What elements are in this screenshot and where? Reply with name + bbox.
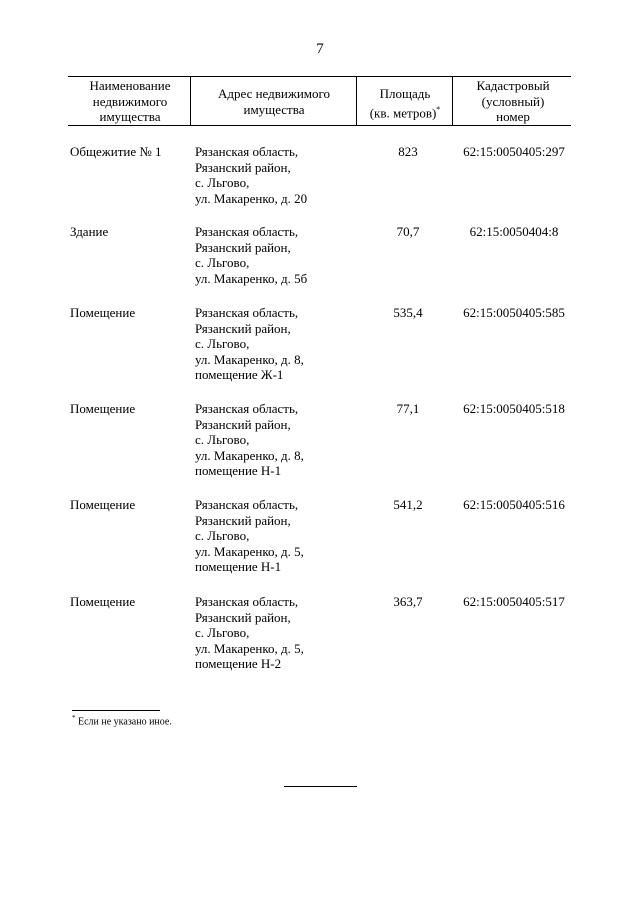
- cell-address: Рязанская область, Рязанский район, с. Льгово, ул. Макаренко, д. 8, помещение Н-1: [195, 401, 304, 478]
- footnote-mark: *: [72, 714, 76, 722]
- header-bottom-rule: [68, 125, 571, 126]
- page-number: 7: [316, 41, 324, 57]
- cell-cadastral: 62:15:0050405:518: [463, 401, 565, 416]
- header-separator: [190, 76, 191, 125]
- cell-area: 77,1: [396, 401, 420, 416]
- header-area-mark: *: [436, 104, 441, 114]
- cell-area: 535,4: [393, 305, 423, 320]
- cell-name: Помещение: [70, 401, 136, 416]
- header-area: [358, 86, 452, 120]
- header-name: Наименование недвижимого имущества: [89, 78, 171, 124]
- header-area-text: Площадь (кв. метров): [369, 86, 437, 120]
- cell-address: Рязанская область, Рязанский район, с. Льгово, ул. Макаренко, д. 20: [195, 144, 308, 206]
- cell-cadastral: 62:15:0050405:517: [463, 594, 565, 609]
- cell-address: Рязанская область, Рязанский район, с. Льгово, ул. Макаренко, д. 5, помещение Н-1: [195, 497, 304, 574]
- header-separator: [356, 76, 357, 125]
- end-of-document-rule: [284, 786, 357, 787]
- cell-address: Рязанская область, Рязанский район, с. Льгово, ул. Макаренко, д. 5, помещение Н-2: [195, 594, 304, 671]
- cell-name: Помещение: [70, 497, 136, 512]
- cell-name: Помещение: [70, 594, 136, 609]
- cell-area: 70,7: [396, 224, 420, 239]
- footnote-text: Если не указано иное.: [78, 716, 172, 728]
- cell-area: 823: [398, 144, 418, 159]
- cell-address: Рязанская область, Рязанский район, с. Льгово, ул. Макаренко, д. 5б: [195, 224, 308, 286]
- header-cadastral: Кадастровый (условный) номер: [476, 78, 550, 124]
- table-top-rule: [68, 76, 571, 77]
- cell-name: Помещение: [70, 305, 136, 320]
- cell-area: 541,2: [393, 497, 423, 512]
- cell-cadastral: 62:15:0050405:516: [463, 497, 565, 512]
- cell-address: Рязанская область, Рязанский район, с. Льгово, ул. Макаренко, д. 8, помещение Ж-1: [195, 305, 304, 382]
- cell-cadastral: 62:15:0050404:8: [469, 224, 559, 239]
- cell-cadastral: 62:15:0050405:585: [463, 305, 565, 320]
- cell-name: Здание: [70, 224, 109, 239]
- footnote: [72, 714, 172, 727]
- footnote-rule: [72, 710, 160, 711]
- cell-name: Общежитие № 1: [70, 144, 162, 159]
- header-address: Адрес недвижимого имущества: [217, 86, 331, 117]
- header-separator: [452, 76, 453, 125]
- cell-area: 363,7: [393, 594, 423, 609]
- cell-cadastral: 62:15:0050405:297: [463, 144, 565, 159]
